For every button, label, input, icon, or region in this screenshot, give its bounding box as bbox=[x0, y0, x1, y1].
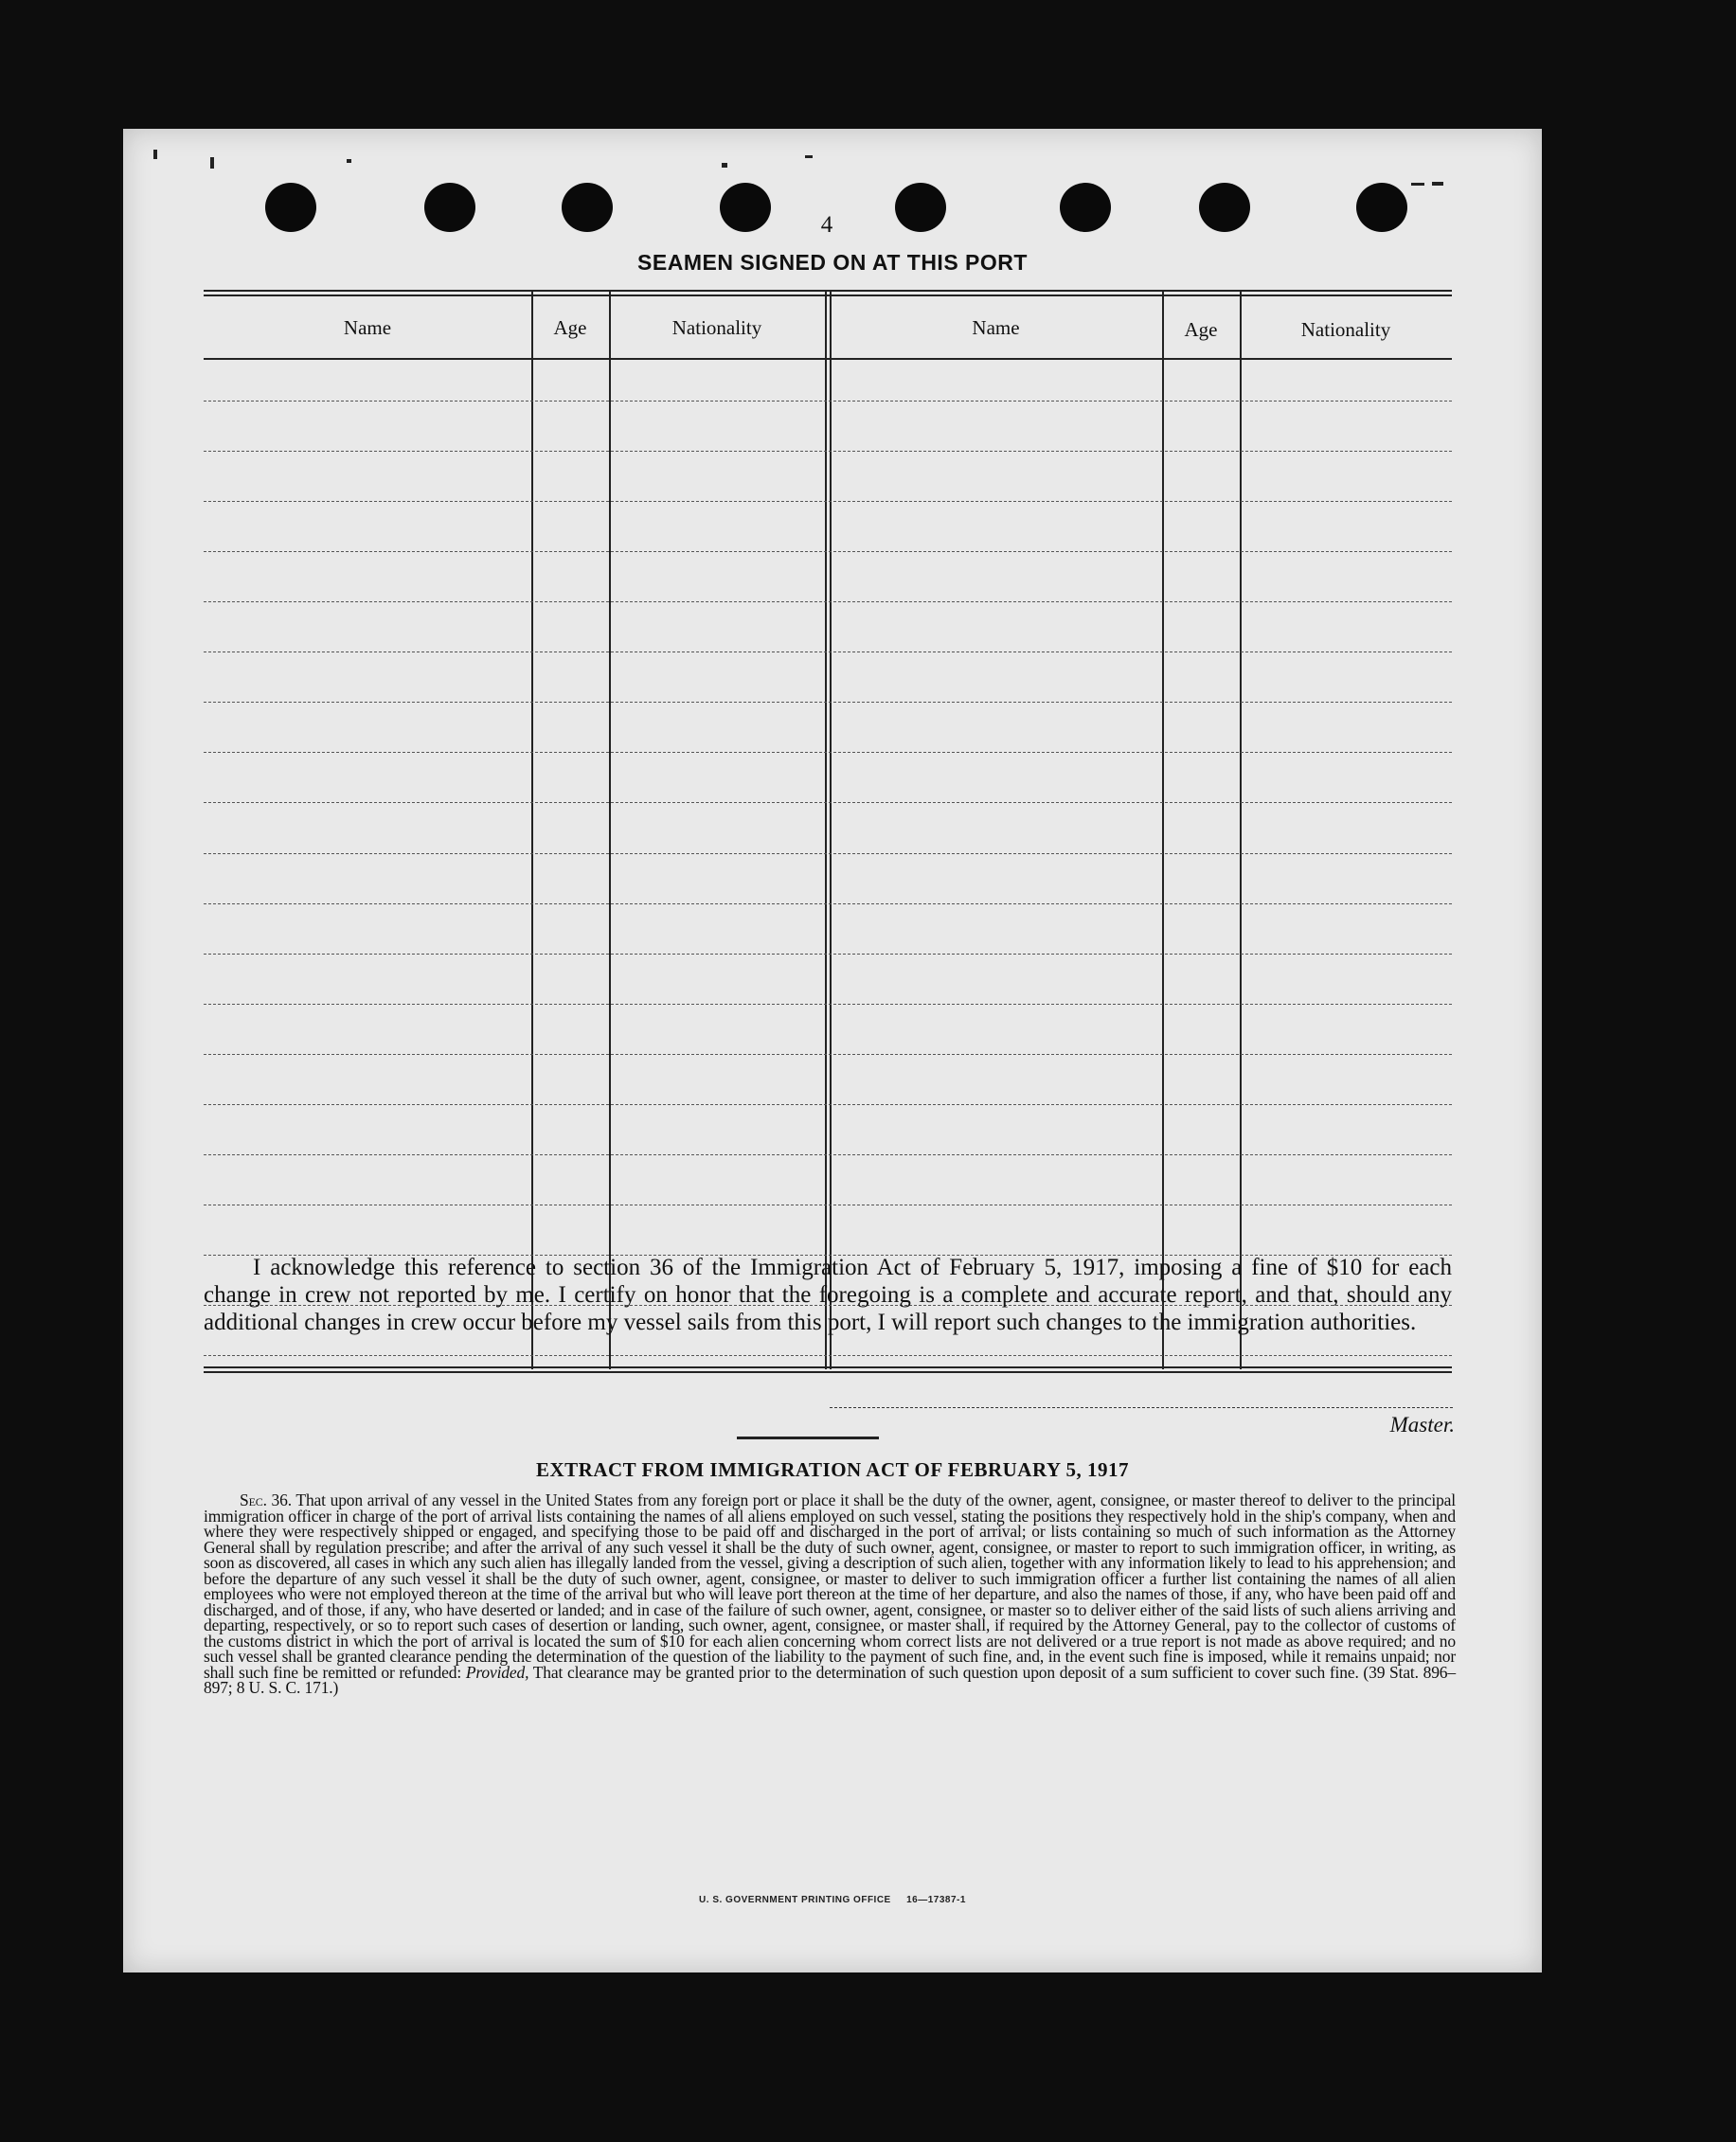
punch-hole bbox=[895, 183, 946, 232]
extract-main-text: That upon arrival of any vessel in the United States from any foreign port or place it shall be the duty of the owner, agent, consignee, or master thereof to deliver to the principal immigration officer in charge of the port of arrival lists containing the names of all aliens employed on such vessel, stating the positions they respectively hold in the ship's company, when and where they were respectively shipped or engaged, and specifying those to be paid off and discharged in the port of arrival; or lists containing so much of such information as the Attorney General shall by regulation prescribe; and after the arrival of any such vessel it shall be the duty of such owner, agent, consignee, or master to report to such immigration officer, in writing, as soon as discovered, all cases in which any such alien has illegally landed from the vessel, giving a description of such alien, together with any information likely to lead to his apprehension; and before the departure of any such vessel it shall be the duty of such owner, agent, consignee, or master to deliver to such immigration officer a further list containing the names of all alien employees who were not employed thereon at the time of the arrival but who will leave port thereon at the time of her departure, and also the names of those, if any, who have been paid off and discharged, and of those, if any, who have deserted or landed; and in case of the failure of such owner, agent, consignee, or master so to deliver either of the said lists of such aliens arriving and departing, respectively, or so to report such cases of desertion or landing, such owner, agent, consignee, or master shall, if required by the Attorney General, pay to the collector of customs of the customs district in which the port of arrival is located the sum of $10 for each alien concerning whom correct lists are not delivered or a true report is not made as above required; and no such vessel shall be granted clearance pending the determination of the question of the liability to the payment of such fine, and, in the event such fine is imposed, while it remains unpaid; nor shall such fine be remitted or refunded: bbox=[204, 1490, 1456, 1682]
table-row[interactable] bbox=[204, 1104, 1452, 1105]
table-bottom-rule bbox=[204, 1371, 1452, 1373]
acknowledgment-text: I acknowledge this reference to section 36 of the Immigration Act of February 5, 1917, imposing a fine of $10 for each change in crew not reported by me. I certify on honor that the foregoing is a complete and accurate report, and that, should any additional changes in crew occur before my vessel sails from this port, I will report such changes to the immigration authorities. bbox=[204, 1255, 1452, 1335]
header-rule bbox=[204, 358, 1452, 360]
header-nationality-left: Nationality bbox=[671, 316, 762, 339]
extract-title: EXTRACT FROM IMMIGRATION ACT OF FEBRUARY 5, 1917 bbox=[535, 1458, 1130, 1481]
master-label: Master. bbox=[1389, 1413, 1455, 1437]
punch-hole bbox=[1060, 183, 1111, 232]
scan-speck bbox=[805, 155, 813, 158]
scan-speck bbox=[347, 159, 351, 163]
header-name-left: Name bbox=[343, 316, 392, 339]
table-row[interactable] bbox=[204, 752, 1452, 753]
scan-speck bbox=[1432, 182, 1443, 186]
table-bottom-rule bbox=[204, 1366, 1452, 1368]
punch-hole bbox=[562, 183, 613, 232]
page-number: 4 bbox=[820, 212, 833, 238]
page-title: SEAMEN SIGNED ON AT THIS PORT bbox=[637, 250, 1028, 275]
section-divider bbox=[737, 1437, 879, 1439]
extract-closing-text: That clearance may be granted prior to the determination of such question upon deposit of a sum sufficient to cover such fine. (39 Stat. 896–897; 8 U. S. C. 171.) bbox=[204, 1662, 1456, 1697]
punch-hole bbox=[424, 183, 475, 232]
scan-speck bbox=[1411, 183, 1424, 186]
table-top-rule bbox=[204, 295, 1452, 296]
proviso-word: Provided, bbox=[465, 1662, 529, 1682]
table-top-rule bbox=[204, 290, 1452, 292]
scan-speck bbox=[722, 163, 727, 168]
section-label: Sec. 36. bbox=[240, 1490, 292, 1509]
table-row[interactable] bbox=[204, 601, 1452, 602]
header-age-right: Age bbox=[1184, 318, 1218, 341]
header-name-right: Name bbox=[972, 316, 1020, 339]
table-row[interactable] bbox=[204, 1054, 1452, 1055]
table-row[interactable] bbox=[204, 903, 1452, 904]
table-row[interactable] bbox=[204, 802, 1452, 803]
extract-text bbox=[204, 1492, 1456, 1696]
table-row[interactable] bbox=[204, 1355, 1452, 1356]
table-row[interactable] bbox=[204, 501, 1452, 502]
table-row[interactable] bbox=[204, 551, 1452, 552]
table-row[interactable] bbox=[204, 853, 1452, 854]
table-row[interactable] bbox=[204, 1154, 1452, 1155]
punch-hole bbox=[1356, 183, 1407, 232]
table-row[interactable] bbox=[204, 702, 1452, 703]
printer-imprint: U. S. GOVERNMENT PRINTING OFFICE 16—17387-1 bbox=[699, 1895, 966, 1905]
header-nationality-right: Nationality bbox=[1300, 318, 1391, 341]
seamen-table bbox=[204, 290, 1452, 1369]
punch-hole bbox=[265, 183, 316, 232]
scan-speck bbox=[210, 157, 214, 169]
master-signature-line[interactable] bbox=[830, 1407, 1453, 1408]
table-row[interactable] bbox=[204, 1004, 1452, 1005]
table-row[interactable] bbox=[204, 954, 1452, 955]
header-age-left: Age bbox=[553, 316, 587, 339]
punch-hole bbox=[1199, 183, 1250, 232]
form-page bbox=[123, 129, 1542, 1972]
scan-speck bbox=[153, 150, 157, 159]
table-row[interactable] bbox=[204, 451, 1452, 452]
punch-hole bbox=[720, 183, 771, 232]
table-row[interactable] bbox=[204, 401, 1452, 402]
